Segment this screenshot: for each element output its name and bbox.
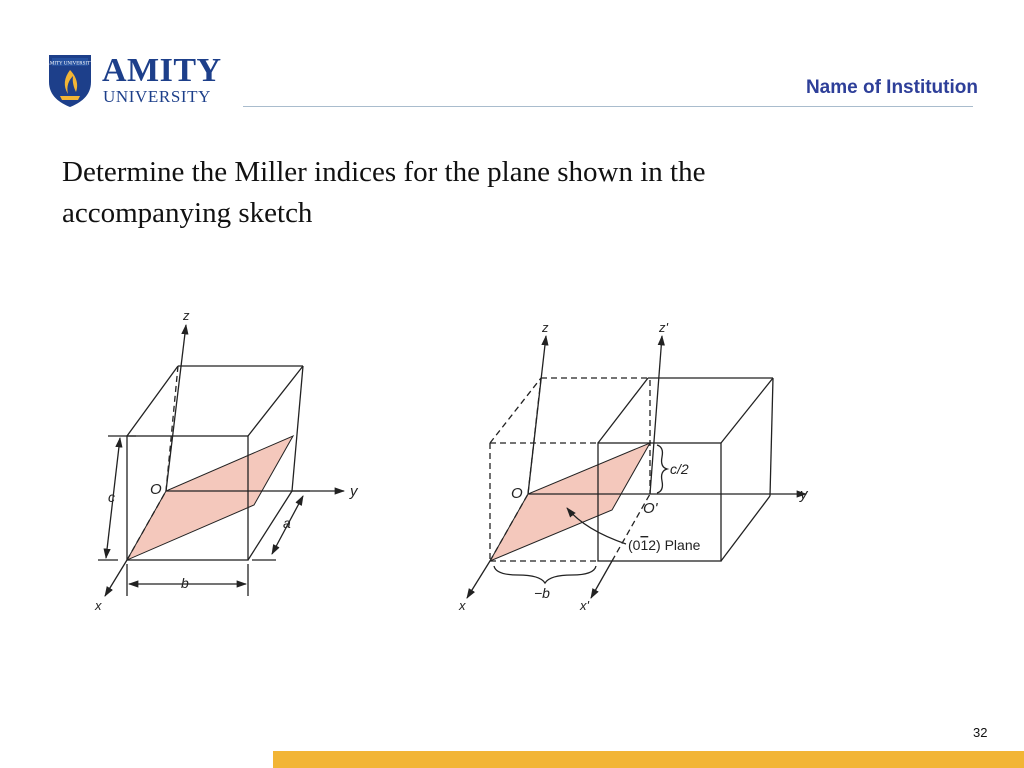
left-x-label: x [95,598,102,613]
logo-name: AMITY [102,52,222,89]
right-z-label: z [542,320,549,335]
left-z-label: z [183,308,190,323]
page-number: 32 [973,725,988,740]
plane-label-suffix: 2) Plane [648,537,701,553]
right-plane-shading [490,443,650,561]
institution-name: Name of Institution [805,77,978,98]
left-figure-labels [94,308,359,613]
right-neg-b-label: −b [534,585,550,601]
right-unit-cell [467,336,806,598]
footer-accent-bar [273,751,1024,768]
left-a-label: a [283,515,291,531]
left-plane-shading [127,436,293,560]
left-unit-cell [98,325,344,596]
right-z-prime-label: z' [659,320,668,335]
question-text: Determine the Miller indices for the plane shown in the accompanying sketch [62,156,706,229]
right-origin-prime-label: O' [643,500,658,517]
right-x-prime-label: x' [580,598,589,613]
left-y-label: y [350,483,358,500]
right-c-half-label: c/2 [670,461,689,477]
logo-subtitle: UNIVERSITY [103,87,211,106]
right-origin-label: O [511,485,523,502]
plane-label-prefix: (0 [628,537,641,553]
plane-label [628,537,701,553]
shield-text: AMITY UNIVERSITY [46,61,94,67]
left-c-label: c [108,489,115,505]
right-y-label: y [800,486,808,503]
left-b-label: b [181,575,189,591]
plane-label-bar-digit: 1 [640,537,649,553]
left-origin-label: O [150,481,162,498]
right-x-label: x [459,598,466,613]
